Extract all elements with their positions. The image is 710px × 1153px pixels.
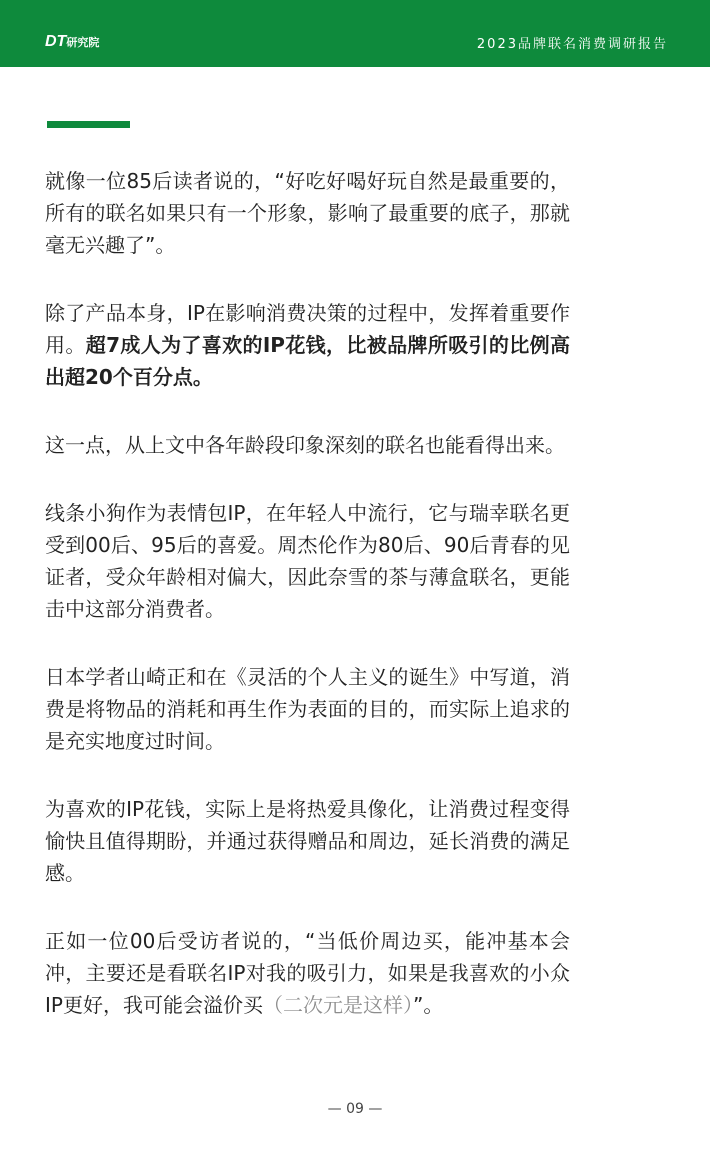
paragraph-2 xyxy=(45,297,570,393)
page-number: — 09 — xyxy=(327,1101,383,1117)
paragraph-2-highlight: 超7成人为了喜欢的IP花钱，比被品牌所吸引的比例高出超20个百分点。 xyxy=(45,333,570,389)
paragraph-7-text: 正如一位00后受访者说的，“当低价周边买，能冲基本会冲，主要还是看联名IP对我的吸引力，如果是我喜欢的小众IP更好，我可能会溢价买 xyxy=(45,929,570,1017)
paragraph-7 xyxy=(45,925,570,1021)
paragraph-2-text: 除了产品本身，IP在影响消费决策的过程中，发挥着重要作用。 xyxy=(45,301,570,357)
paragraph-7-aside: （二次元是这样） xyxy=(262,993,413,1017)
paragraph-3: 这一点，从上文中各年龄段印象深刻的联名也能看得出来。 xyxy=(45,433,565,457)
article-body xyxy=(45,165,570,1057)
dt-logo xyxy=(45,33,99,51)
section-accent-bar xyxy=(47,121,130,128)
logo-dt-text: DT xyxy=(45,33,67,50)
logo-org-text: 研究院 xyxy=(66,37,100,49)
paragraph-7-end: ”。 xyxy=(412,993,444,1017)
paragraph-1: 就像一位85后读者说的，“好吃好喝好玩自然是最重要的，所有的联名如果只有一个形象，影响了最重要的底子，那就毫无兴趣了”。 xyxy=(45,169,570,257)
report-title: 2023品牌联名消费调研报告 xyxy=(476,37,668,52)
paragraph-6: 为喜欢的IP花钱，实际上是将热爱具像化，让消费过程变得愉快且值得期盼，并通过获得赠品和周边，延长消费的满足感。 xyxy=(45,797,570,885)
paragraph-4: 线条小狗作为表情包IP，在年轻人中流行，它与瑞幸联名更受到00后、95后的喜爱。周杰伦作为80后、90后青春的见证者，受众年龄相对偏大，因此奈雪的茶与薄盒联名，更能击中这部分消费者。 xyxy=(45,501,570,621)
page-header xyxy=(0,0,710,67)
paragraph-5: 日本学者山崎正和在《灵活的个人主义的诞生》中写道，消费是将物品的消耗和再生作为表面的目的，而实际上追求的是充实地度过时间。 xyxy=(45,665,570,753)
